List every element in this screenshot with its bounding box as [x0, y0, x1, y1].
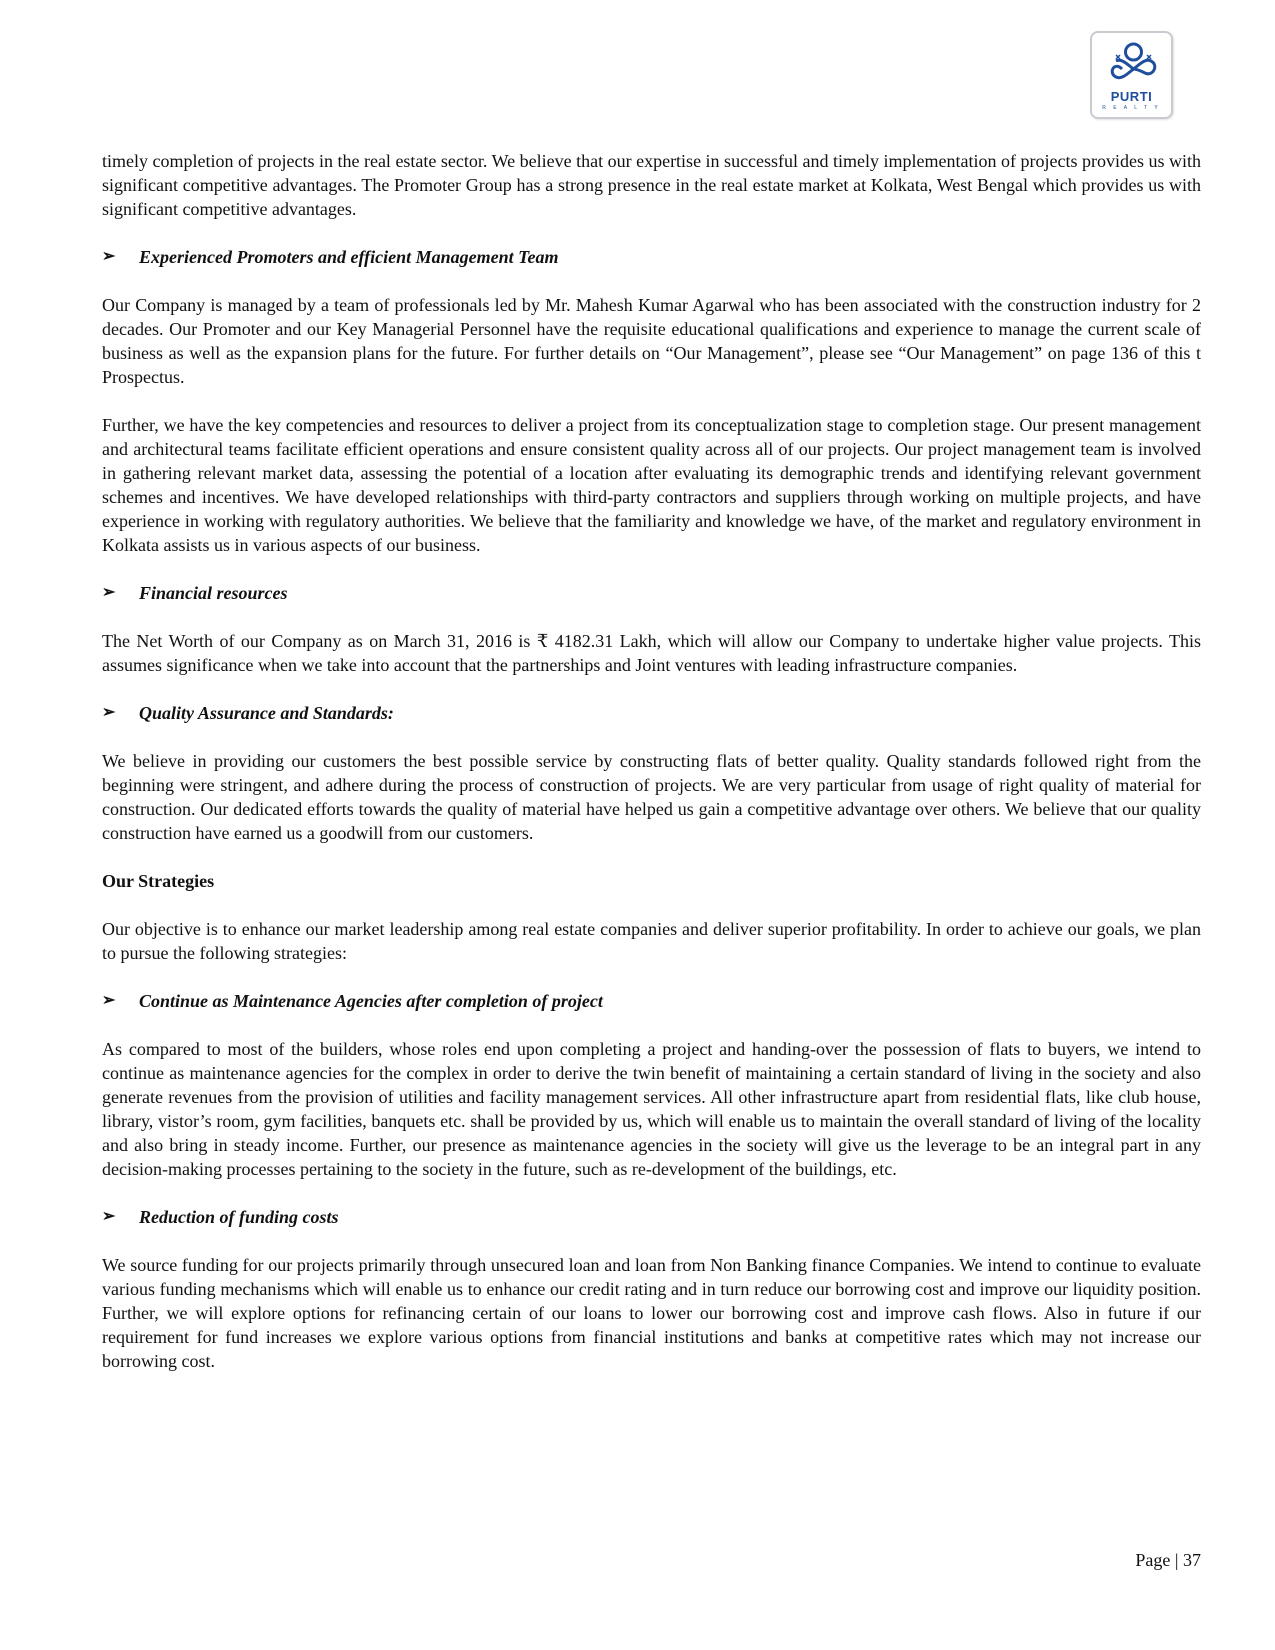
- heading-text: Continue as Maintenance Agencies after completion of project: [139, 991, 603, 1011]
- heading-text: Experienced Promoters and efficient Management Team: [139, 247, 559, 267]
- arrowhead-bullet-icon: ➢: [102, 704, 116, 721]
- heading-maintenance-agencies: [102, 989, 1201, 1013]
- paragraph-promoters-1: Our Company is managed by a team of professionals led by Mr. Mahesh Kumar Agarwal who has been associated with the construction industry for 2 decades. Our Promoter and our Key Managerial Personnel have the requisite educational qualifications and experience to manage the current scale of business as well as the expansion plans for the future. For further details on “Our Management”, please see “Our Management” on page 136 of this t Prospectus.: [102, 295, 1201, 387]
- heading-quality-assurance: [102, 701, 1201, 725]
- paragraph-intro: timely completion of projects in the real estate sector. We believe that our expertise in successful and timely implementation of projects provides us with significant competitive advantages. The Promoter Group has a strong presence in the real estate market at Kolkata, West Bengal which provides us with significant competitive advantages.: [102, 151, 1201, 219]
- logo-subtext: R E A L T Y: [1102, 105, 1161, 111]
- document-body: [102, 149, 1201, 1397]
- paragraph-quality: We believe in providing our customers the best possible service by constructing flats of better quality. Quality standards followed right from the beginning were stringent, and adhere during the process of construction of projects. We are very particular from usage of right quality of material for construction. Our dedicated efforts towards the quality of material have helped us gain a competitive advantage over others. We believe that our quality construction have earned us a goodwill from our customers.: [102, 751, 1201, 843]
- company-logo: [1090, 31, 1173, 119]
- page-number: Page | 37: [1135, 1550, 1201, 1570]
- arrowhead-bullet-icon: ➢: [102, 1208, 116, 1225]
- paragraph-strategies: Our objective is to enhance our market leadership among real estate companies and deliver superior profitability. In order to achieve our goals, we plan to pursue the following strategies:: [102, 919, 1201, 963]
- heading-funding-costs: [102, 1205, 1201, 1229]
- paragraph-promoters-2: Further, we have the key competencies and resources to deliver a project from its conceptualization stage to completion stage. Our present management and architectural teams facilitate efficient operations and ensure consistent quality across all of our projects. Our project management team is involved in gathering relevant market data, assessing the potential of a location after evaluating its demographic trends and identifying relevant government schemes and incentives. We have developed relationships with third-party contractors and suppliers through working on multiple projects, and have experience in working with regulatory authorities. We believe that the familiarity and knowledge we have, of the market and regulatory environment in Kolkata assists us in various aspects of our business.: [102, 415, 1201, 555]
- arrowhead-bullet-icon: ➢: [102, 584, 116, 601]
- heading-our-strategies: Our Strategies: [102, 871, 215, 891]
- heading-experienced-promoters: [102, 245, 1201, 269]
- logo-brand-text: PURTI: [1110, 89, 1153, 104]
- heading-text: Financial resources: [139, 583, 288, 603]
- arrowhead-bullet-icon: ➢: [102, 248, 116, 265]
- paragraph-financial: The Net Worth of our Company as on March 31, 2016 is ₹ 4182.31 Lakh, which will allow our Company to undertake higher value projects. This assumes significance when we take into account that the partnerships and Joint ventures with leading infrastructure companies.: [102, 631, 1201, 675]
- arrowhead-bullet-icon: ➢: [102, 992, 116, 1009]
- paragraph-funding: We source funding for our projects primarily through unsecured loan and loan from Non Banking finance Companies. We intend to continue to evaluate various funding mechanisms which will enable us to enhance our credit rating and in turn reduce our borrowing cost and improve our liquidity position. Further, we will explore options for refinancing certain of our loans to lower our borrowing cost and improve cash flows. Also in future if our requirement for fund increases we explore various options from financial institutions and banks at competitive rates which may not increase our borrowing cost.: [102, 1255, 1201, 1371]
- heading-text: Quality Assurance and Standards:: [139, 703, 394, 723]
- heading-text: Reduction of funding costs: [139, 1207, 339, 1227]
- heading-financial-resources: [102, 581, 1201, 605]
- paragraph-maintenance: As compared to most of the builders, whose roles end upon completing a project and handing-over the possession of flats to buyers, we intend to continue as maintenance agencies for the complex in order to derive the twin benefit of maintaining a certain standard of living in the society and also generate revenues from the provision of utilities and facility management services. All other infrastructure apart from residential flats, like club house, library, vistor’s room, gym facilities, banquets etc. shall be provided by us, which will enable us to maintain the overall standard of living of the locality and also bring in steady income. Further, our presence as maintenance agencies in the society will give us the leverage to be an integral part in any decision-making processes pertaining to the society in the future, such as re-development of the buildings, etc.: [102, 1039, 1201, 1179]
